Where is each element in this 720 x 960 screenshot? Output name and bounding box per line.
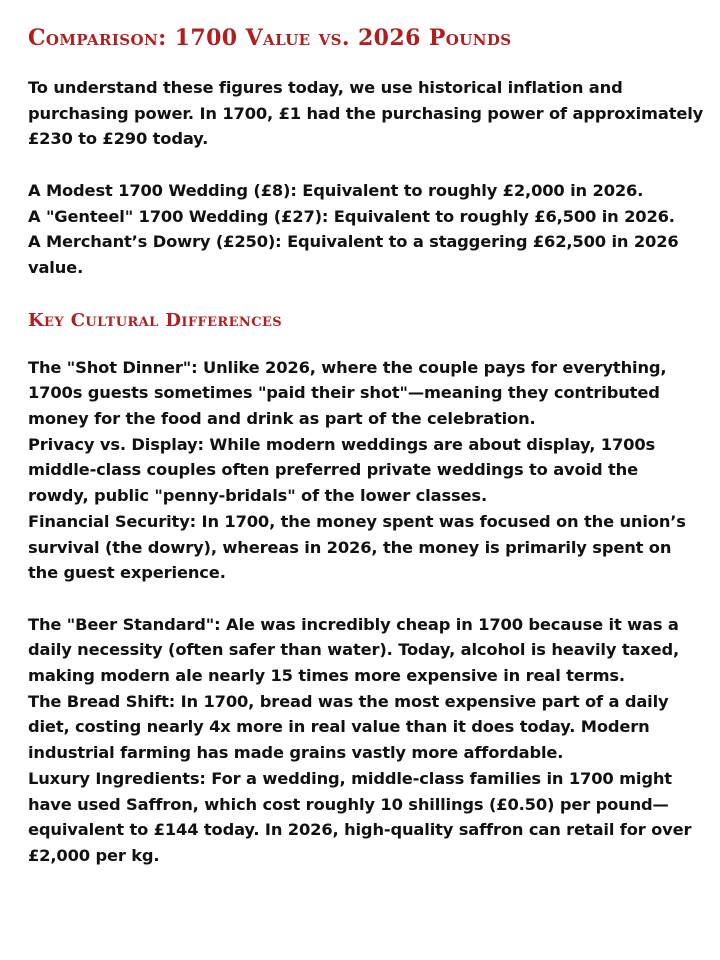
page-title: Comparison: 1700 Value vs. 2026 Pounds — [28, 25, 512, 51]
price-item: Luxury Ingredients: For a wedding, middle-class families in 1700 might have used Saffron, which cost roughly 10 shillings (£0.50) per pound—equivalent to £144 today. In 2026, high-quality saffron can retail for over £2,000 per kg. — [28, 768, 692, 865]
cultural-item: Financial Security: In 1700, the money spent was focused on the union’s survival (the dowry), whereas in 2026, the money is primarily spent on the guest experience. — [28, 511, 686, 583]
spacer — [28, 152, 704, 178]
document-page — [28, 24, 704, 869]
comparison-item: A "Genteel" 1700 Wedding (£27): Equivalent to roughly £6,500 in 2026. — [28, 206, 675, 226]
spacer — [28, 586, 704, 612]
comparison-item: A Merchant’s Dowry (£250): Equivalent to a staggering £62,500 in 2026 value. — [28, 232, 679, 277]
intro-paragraph: To understand these figures today, we use historical inflation and purchasing power. In 1700, £1 had the purchasing power of approximately £230 to £290 today. — [28, 78, 704, 149]
section-heading-cultural: Key Cultural Differences — [28, 309, 283, 331]
comparison-item: A Modest 1700 Wedding (£8): Equivalent to roughly £2,000 in 2026. — [28, 180, 644, 200]
cultural-item: Privacy vs. Display: While modern weddings are about display, 1700s middle-class couples often preferred private weddings to avoid the rowdy, public "penny-bridals" of the lower classes. — [28, 434, 656, 506]
price-item: The Bread Shift: In 1700, bread was the most expensive part of a daily diet, costing nearly 4x more in real value than it does today. Modern industrial farming has made grains vastly more affordable. — [28, 691, 669, 763]
cultural-item: The "Shot Dinner": Unlike 2026, where the couple pays for everything, 1700s guests sometimes "paid their shot"—meaning they contributed money for the food and drink as part of the celebration. — [28, 357, 667, 429]
price-item: The "Beer Standard": Ale was incredibly cheap in 1700 because it was a daily necessity (often safer than water). Today, alcohol is heavily taxed, making modern ale nearly 15 times more expensive in real terms. — [28, 614, 680, 686]
